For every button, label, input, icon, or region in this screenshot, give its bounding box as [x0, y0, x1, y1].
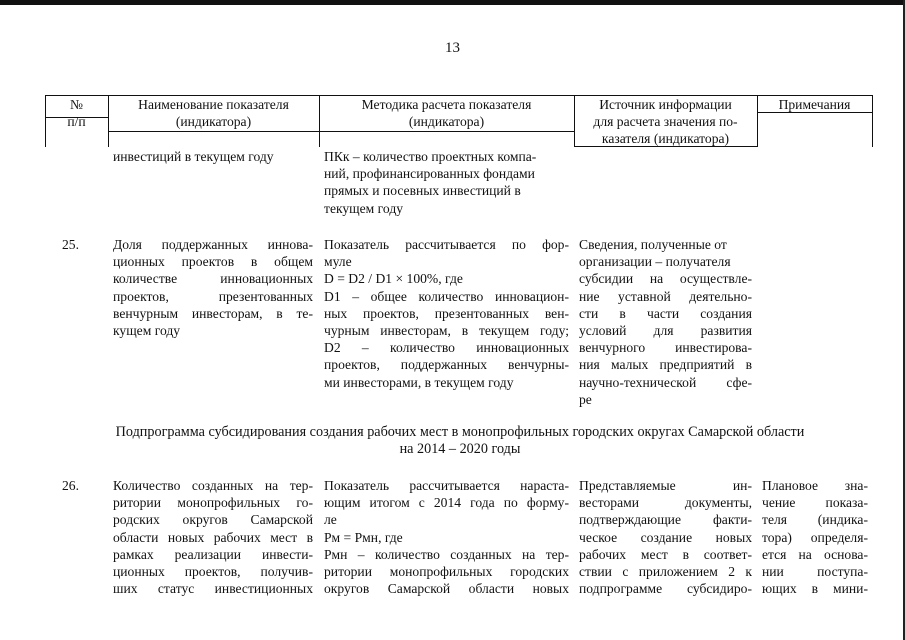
cell-line: ционных проектов, получив- — [113, 564, 313, 580]
cell-line: D1 – общее количество инновацион- — [324, 288, 569, 304]
cell-line: проектов, поддержанных венчурны- — [324, 357, 569, 373]
cell-line: ритории монопрофильных городских — [324, 564, 569, 580]
indicator-name — [113, 477, 313, 597]
cell-line: венчурным инвесторам, в те- — [113, 305, 313, 321]
formula: D = D2 / D1 × 100%, где — [324, 271, 463, 287]
cell-line: ших статус инвестиционных — [113, 581, 313, 597]
cell-line: ле — [324, 512, 337, 528]
cell-line: условий для развития — [579, 323, 752, 339]
cell-line: количестве инновационных — [113, 271, 313, 287]
cell-line: ческое создание новых — [579, 529, 752, 545]
header-text: Источник информации — [599, 97, 732, 112]
continuation-method — [324, 148, 569, 217]
information-source — [579, 236, 752, 408]
header-text: № — [70, 97, 83, 112]
subprogram-title-line: на 2014 – 2020 годы — [399, 441, 521, 458]
cell-line: ных проектов, презентованных вен- — [324, 305, 569, 321]
cell-line: родских округов Самарской — [113, 512, 313, 528]
page-top-border — [0, 0, 905, 5]
cell-line: теля (индика- — [762, 512, 868, 528]
cell-line: научно-технической сфе- — [579, 374, 752, 390]
cell-line: ре — [579, 391, 592, 407]
header-col-source — [574, 96, 757, 148]
formula: Рм = Рмн, где — [324, 529, 403, 545]
cell-line: ний, профинансированных фондами — [324, 166, 535, 182]
cell-line: ствии с приложением 2 к — [579, 564, 752, 580]
header-col-number — [45, 96, 108, 130]
cell-line: Показатель рассчитывается по фор- — [324, 237, 569, 252]
header-col-method — [319, 96, 574, 130]
cell-line: чурным инвесторам, в текущем году; — [324, 323, 569, 339]
cell-line: ется на основа- — [762, 546, 868, 562]
cell-line: весторами документы, — [579, 495, 752, 511]
cell-line: ния малых предприятий в — [579, 357, 752, 373]
cell-line: ющим итогом с 2014 года по форму- — [324, 495, 569, 511]
header-text: п/п — [67, 114, 86, 130]
cell-line: D2 – количество инновационных — [324, 340, 569, 356]
cell-line: сти в части создания — [579, 305, 752, 321]
information-source — [579, 477, 752, 597]
cell-line: венчурного инвестирова- — [579, 340, 752, 356]
header-text: Наименование показателя — [138, 97, 289, 112]
continuation-name — [113, 148, 313, 165]
cell-line: Представляемые ин- — [579, 478, 752, 493]
calculation-method — [324, 236, 569, 391]
row-number: 26. — [62, 478, 79, 493]
cell-line: Показатель рассчитывается нараста- — [324, 478, 569, 493]
cell-line: нии поступа- — [762, 564, 868, 580]
cell-line: прямых и посевных инвестиций в — [324, 183, 521, 199]
cell-line: Сведения, полученные от — [579, 237, 727, 252]
cell-line: организации – получателя — [579, 254, 731, 270]
cell-line: рабочих мест в соответ- — [579, 546, 752, 562]
cell-line: кущем году — [113, 323, 181, 339]
cell-line: инвестиций в текущем году — [113, 149, 274, 164]
cell-line: подпрограмме субсидиро- — [579, 581, 752, 597]
cell-line: муле — [324, 254, 352, 270]
cell-line: тора) определя- — [762, 529, 868, 545]
cell-line: ние уставной деятельно- — [579, 288, 752, 304]
cell-line: ционных проектов в общем — [113, 254, 313, 270]
header-text: казателя (индикатора) — [601, 131, 730, 147]
subprogram-title — [60, 424, 860, 458]
header-col-name — [108, 96, 319, 130]
header-col-notes — [757, 96, 872, 113]
cell-line: области новых рабочих мест в — [113, 529, 313, 545]
header-text: Методика расчета показателя — [361, 97, 532, 112]
indicator-name — [113, 236, 313, 339]
cell-line: ритории монопрофильных го- — [113, 495, 313, 511]
calculation-method — [324, 477, 569, 597]
cell-line: рамках реализации инвести- — [113, 546, 313, 562]
row-number: 25. — [62, 237, 79, 252]
header-text: (индикатора) — [408, 114, 485, 130]
header-text: Примечания — [778, 97, 851, 112]
cell-line: округов Самарской области новых — [324, 581, 569, 597]
cell-line: текущем году — [324, 200, 404, 216]
subprogram-title-line: Подпрограмма субсидирования создания рабочих мест в монопрофильных городских округах Самарской области — [115, 424, 805, 440]
notes — [762, 477, 868, 597]
cell-line: ПКк – количество проектных компа- — [324, 149, 537, 164]
page-number: 13 — [445, 40, 460, 56]
cell-line: чение показа- — [762, 495, 868, 511]
cell-line: проектов, презентованных — [113, 288, 313, 304]
header-text: для расчета значения по- — [593, 114, 738, 130]
cell-line: ющих в мини- — [762, 581, 868, 597]
cell-line: ми инвесторами, в текущем году — [324, 374, 514, 390]
cell-line: Доля поддержанных иннова- — [113, 237, 313, 252]
cell-line: субсидии на осуществле- — [579, 271, 752, 287]
cell-line: Плановое зна- — [762, 478, 868, 493]
cell-line: Количество созданных на тер- — [113, 478, 313, 493]
header-text: (индикатора) — [175, 114, 252, 130]
cell-line: Рмн – количество созданных на тер- — [324, 546, 569, 562]
cell-line: подтверждающие факти- — [579, 512, 752, 528]
